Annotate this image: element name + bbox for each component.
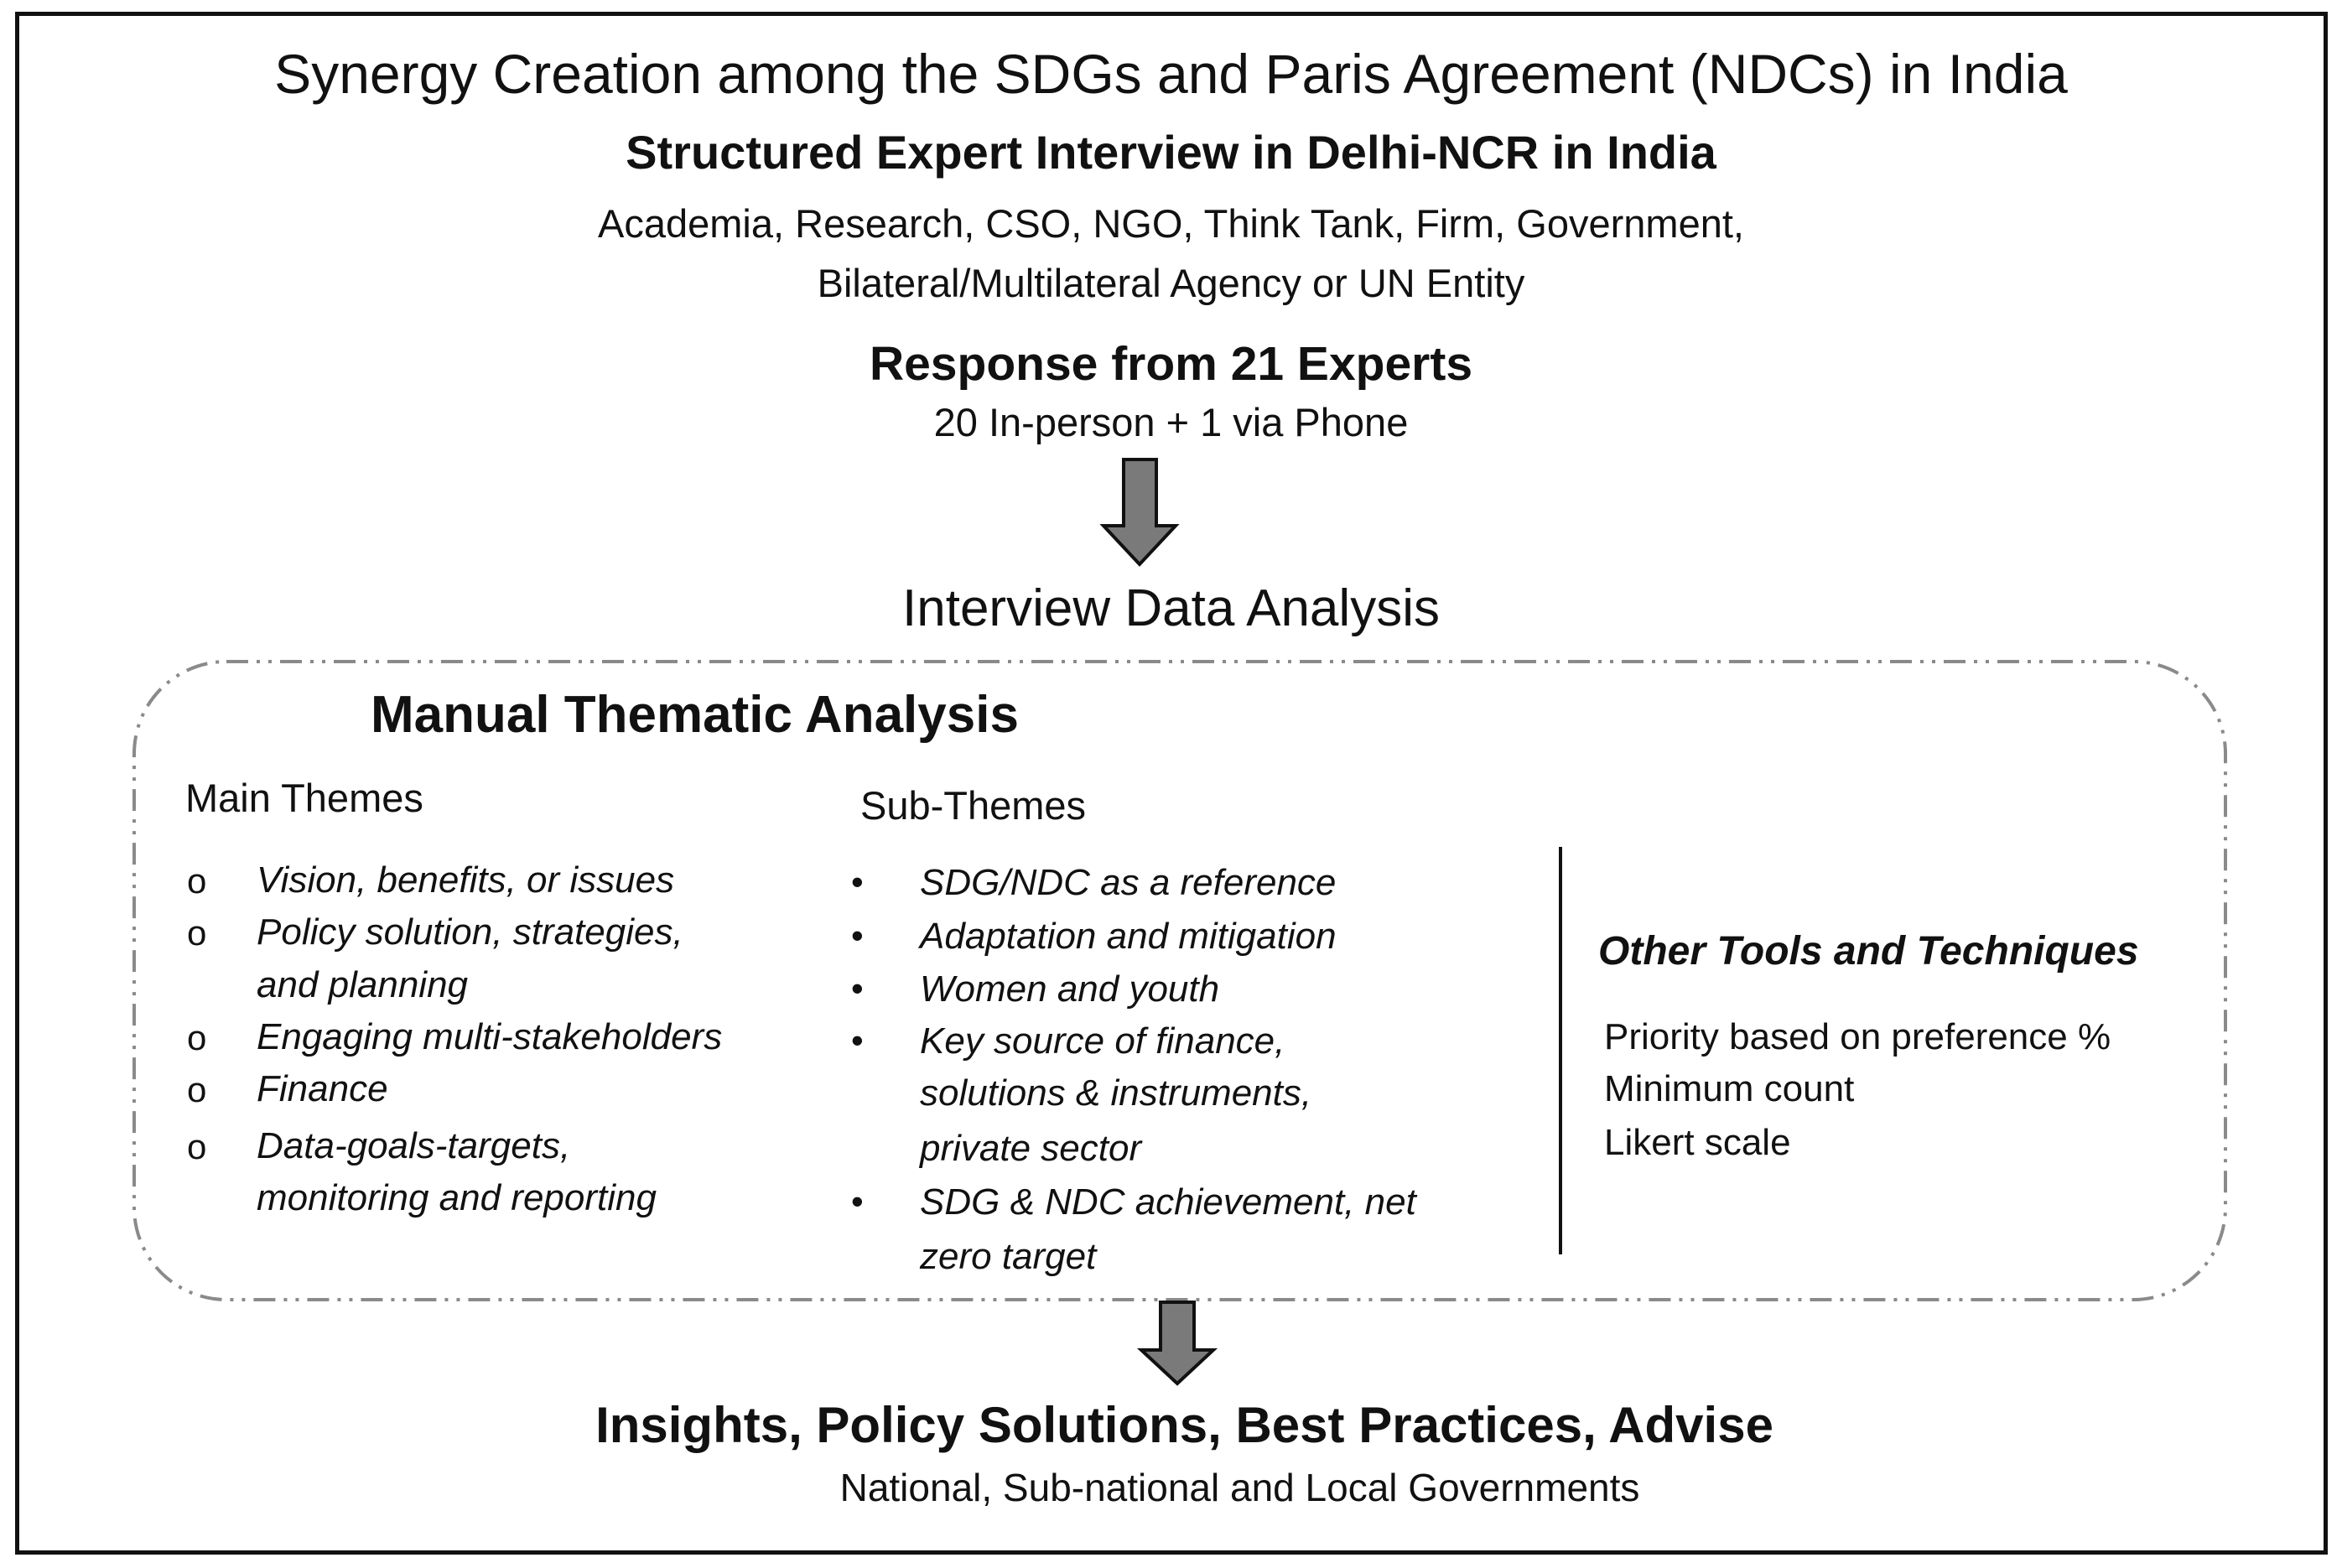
main-themes-heading: Main Themes bbox=[185, 776, 423, 820]
bullet-icon: o bbox=[187, 1070, 207, 1109]
bullet-icon: • bbox=[851, 916, 864, 955]
sub-theme-item: Adaptation and mitigation bbox=[920, 916, 1337, 957]
tool-item: Likert scale bbox=[1604, 1122, 1791, 1163]
tool-item: Minimum count bbox=[1604, 1068, 1855, 1109]
box-title: Manual Thematic Analysis bbox=[371, 686, 1019, 744]
bullet-icon: o bbox=[187, 1127, 207, 1166]
main-theme-item: Engaging multi-stakeholders bbox=[257, 1016, 723, 1057]
sub-theme-item: Key source of finance, bbox=[920, 1020, 1285, 1062]
down-arrow-icon bbox=[1141, 1302, 1213, 1384]
diagram-title: Synergy Creation among the SDGs and Paris Agreement (NDCs) in India bbox=[274, 43, 2068, 105]
sub-theme-item: private sector bbox=[920, 1128, 1142, 1169]
participants-line-1: Academia, Research, CSO, NGO, Think Tank, Firm, Government, bbox=[598, 201, 1744, 246]
main-theme-item: monitoring and reporting bbox=[257, 1177, 657, 1218]
column-divider bbox=[1559, 847, 1562, 1254]
main-theme-item: Finance bbox=[257, 1068, 388, 1109]
bullet-icon: • bbox=[851, 862, 864, 901]
outcome-title: Insights, Policy Solutions, Best Practices, Advise bbox=[595, 1397, 1773, 1453]
sub-theme-item: Women and youth bbox=[920, 968, 1220, 1010]
outcome-detail: National, Sub-national and Local Governments bbox=[839, 1466, 1640, 1509]
bullet-icon: • bbox=[851, 1181, 864, 1221]
bullet-icon: o bbox=[187, 861, 207, 901]
response-detail: 20 In-person + 1 via Phone bbox=[933, 400, 1409, 444]
sub-theme-item: SDG/NDC as a reference bbox=[920, 862, 1337, 903]
tool-item: Priority based on preference % bbox=[1604, 1016, 2111, 1057]
bullet-icon: o bbox=[187, 913, 207, 953]
interview-subtitle: Structured Expert Interview in Delhi-NCR in India bbox=[626, 126, 1716, 179]
sub-theme-item: solutions & instruments, bbox=[920, 1072, 1312, 1114]
response-title: Response from 21 Experts bbox=[869, 337, 1473, 391]
sub-themes-heading: Sub-Themes bbox=[860, 783, 1087, 828]
analysis-label: Interview Data Analysis bbox=[902, 579, 1440, 637]
participants-line-2: Bilateral/Multilateral Agency or UN Entity bbox=[817, 261, 1525, 305]
bullet-icon: • bbox=[851, 968, 864, 1008]
bullet-icon: o bbox=[187, 1018, 207, 1057]
main-theme-item: and planning bbox=[257, 964, 469, 1005]
sub-theme-item: zero target bbox=[920, 1236, 1097, 1277]
bullet-icon: • bbox=[851, 1020, 864, 1060]
other-tools-heading: Other Tools and Techniques bbox=[1598, 929, 2139, 974]
main-theme-item: Data-goals-targets, bbox=[257, 1125, 571, 1166]
main-theme-item: Policy solution, strategies, bbox=[257, 911, 683, 953]
down-arrow-icon bbox=[1103, 459, 1176, 564]
sub-theme-item: SDG & NDC achievement, net bbox=[920, 1181, 1416, 1223]
main-theme-item: Vision, benefits, or issues bbox=[257, 859, 675, 901]
